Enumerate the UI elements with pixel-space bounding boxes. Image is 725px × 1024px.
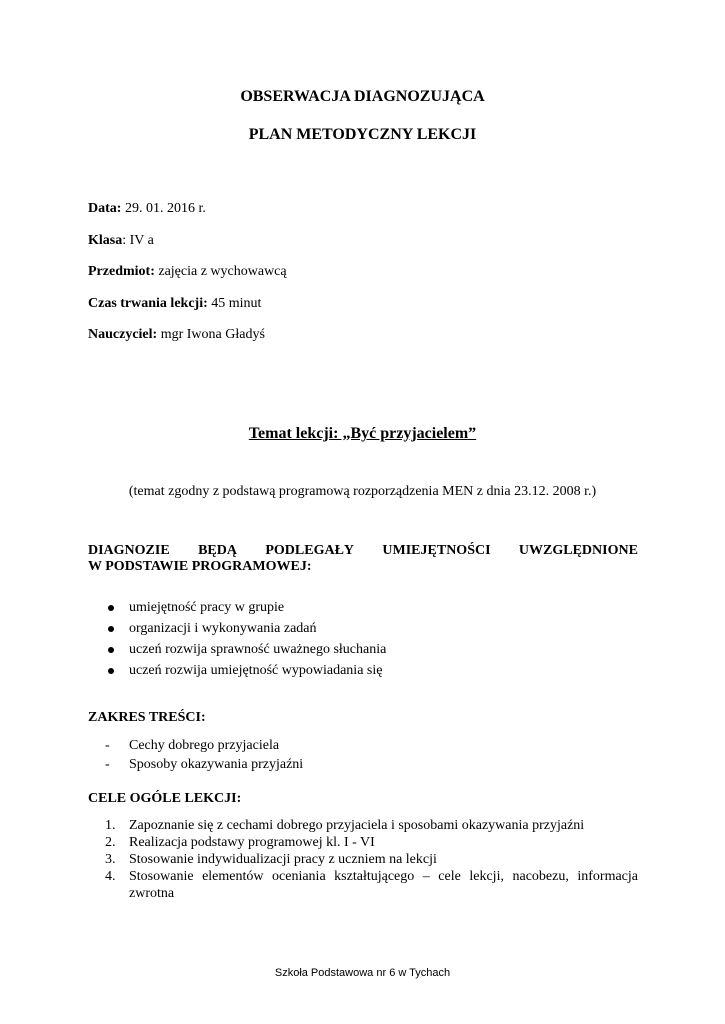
meta-teacher-label: Nauczyciel: [88,327,158,342]
heading-word: BĘDĄ [198,543,237,558]
list-number: 2. [105,835,116,850]
bullet-icon [105,618,125,639]
meta-date-label: Data: [88,201,122,216]
list-item: umiejętność pracy w grupie [105,597,638,618]
list-number: 1. [105,818,116,833]
document-title: OBSERWACJA DIAGNOZUJĄCA [240,88,485,105]
list-item: 2. Realizacja podstawy programowej kl. I - VI [105,835,375,850]
dash-icon: - [105,757,110,772]
list-item: 3. Stosowanie indywidualizacji pracy z uczniem na lekcji [105,852,437,867]
meta-date [88,201,206,217]
diagnosis-heading-line2: W PODSTAWIE PROGRAMOWEJ: [88,559,312,574]
meta-subject-value: zajęcia z wychowawcą [154,264,287,279]
page-footer: Szkoła Podstawowa nr 6 w Tychach [274,967,451,979]
topic-note: (temat zgodny z podstawą programową rozporządzenia MEN z dnia 23.12. 2008 r.) [128,484,597,499]
meta-class-value: : IV a [122,233,154,248]
list-item: 1. Zapoznanie się z cechami dobrego przyjaciela i sposobami okazywania przyjaźni [105,818,585,833]
meta-duration-label: Czas trwania lekcji: [88,296,208,311]
meta-subject-label: Przedmiot: [88,264,155,279]
heading-word: DIAGNOZIE [88,543,170,558]
dash-icon: - [105,738,110,753]
bullet-icon [105,660,125,681]
meta-teacher-value: mgr Iwona Gładyś [157,327,265,342]
meta-date-value: 29. 01. 2016 r. [121,201,206,216]
list-item: - Sposoby okazywania przyjaźni [105,757,304,772]
meta-teacher [88,327,265,343]
list-item: uczeń rozwija umiejętność wypowiadania się [105,660,638,681]
meta-duration [88,296,261,312]
diagnosis-heading [88,543,638,575]
meta-duration-value: 45 minut [207,296,262,311]
goals-heading: CELE OGÓLE LEKCJI: [88,791,242,806]
list-number: 3. [105,852,116,867]
scope-list [105,736,638,774]
meta-class-label: Klasa [88,233,123,248]
list-item: organizacji i wykonywania zadań [105,618,638,639]
heading-word: PODLEGAŁY [265,543,355,558]
heading-word: UWZGLĘDNIONE [518,543,638,558]
list-item: uczeń rozwija sprawność uważnego słuchania [105,639,638,660]
list-item: - Cechy dobrego przyjaciela [105,738,280,753]
document-subtitle: PLAN METODYCZNY LEKCJI [248,126,477,143]
meta-class [88,233,154,249]
bullet-icon [105,597,125,618]
scope-heading: ZAKRES TREŚCI: [88,710,206,725]
list-item: 4. Stosowanie elementów oceniania kształtującego – cele lekcji, nacobezu, informacja zwrotna [105,869,638,901]
bullet-icon [105,639,125,660]
lesson-topic: Temat lekcji: „Być przyjacielem” [248,425,477,442]
meta-subject [88,264,287,280]
list-number: 4. [105,869,116,884]
diagnosis-heading-line1 [88,543,638,559]
diagnosis-list [105,597,638,681]
heading-word: UMIEJĘTNOŚCI [382,543,491,558]
goals-list [105,817,638,902]
